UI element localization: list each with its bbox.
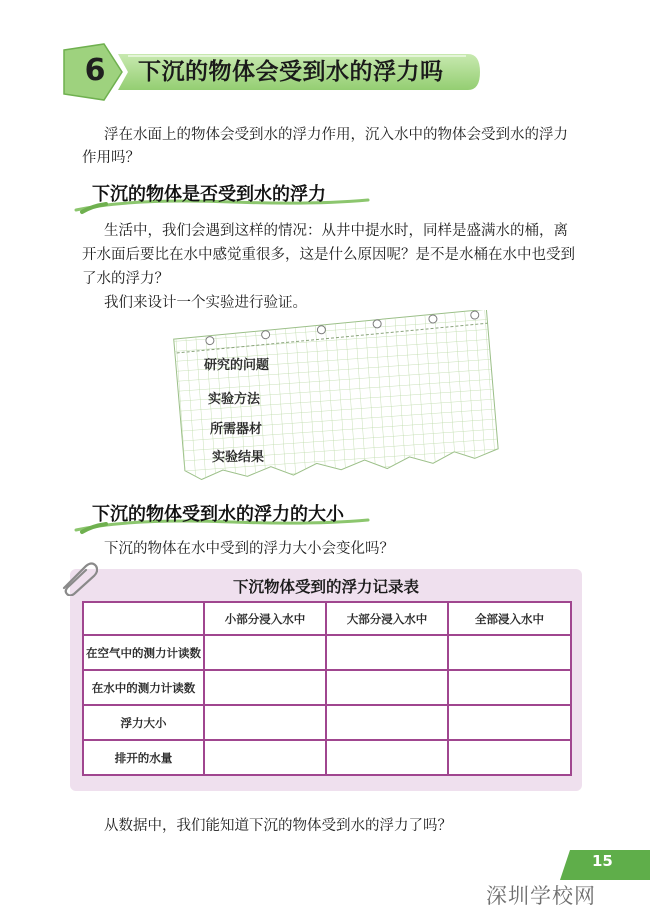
table-cell[interactable] [204, 705, 326, 740]
intro-line-1: 浮在水面上的物体会受到水的浮力作用，沉入水中的物体会受到水的浮力 [104, 127, 568, 143]
table-header-cell: 小部分浸入水中 [204, 602, 326, 635]
page-number: 15 [592, 852, 613, 870]
table-cell[interactable] [326, 670, 448, 705]
table-header-cell [83, 602, 204, 635]
table-header-row [83, 602, 571, 635]
lesson-title: 下沉的物体会受到水的浮力吗 [138, 59, 444, 85]
record-table-title: 下沉物体受到的浮力记录表 [232, 578, 419, 596]
section-heading-1 [72, 176, 372, 216]
section1-para1-line1: 生活中，我们会遇到这样的情况：从井中提水时，同样是盛满水的桶，离 [104, 223, 568, 239]
table-row [83, 705, 571, 740]
section1-para2: 我们来设计一个实验进行验证。 [104, 295, 307, 311]
section-heading-2 [72, 496, 372, 536]
table-cell[interactable] [448, 740, 571, 775]
paperclip-icon [58, 560, 98, 596]
table-cell[interactable] [448, 670, 571, 705]
notebook-item-question: 研究的问题 [204, 358, 270, 373]
table-cell[interactable] [204, 670, 326, 705]
row-label: 在空气中的测力计读数 [83, 635, 204, 670]
notebook-item-result: 实验结果 [212, 450, 265, 465]
record-table-card [70, 569, 582, 791]
intro-line-2: 作用吗？ [82, 150, 140, 166]
section2-question: 下沉的物体在水中受到的浮力大小会变化吗？ [104, 541, 394, 557]
table-row [83, 670, 571, 705]
table-cell[interactable] [326, 705, 448, 740]
notebook-card [170, 310, 500, 480]
table-row [83, 635, 571, 670]
section1-para1-line2: 开水面后要比在水中感觉重很多，这是什么原因呢？是不是水桶在水中也受到 [82, 247, 575, 263]
table-cell[interactable] [448, 705, 571, 740]
lesson-banner [58, 42, 482, 102]
lesson-number: 6 [84, 53, 106, 88]
table-header-cell: 全部浸入水中 [448, 602, 571, 635]
table-cell[interactable] [326, 635, 448, 670]
row-label: 浮力大小 [83, 705, 204, 740]
record-table [82, 601, 572, 776]
table-header-cell: 大部分浸入水中 [326, 602, 448, 635]
table-cell[interactable] [204, 740, 326, 775]
table-cell[interactable] [448, 635, 571, 670]
site-watermark: 深圳学校网 [486, 884, 596, 908]
table-cell[interactable] [204, 635, 326, 670]
closing-question: 从数据中，我们能知道下沉的物体受到水的浮力了吗？ [104, 818, 452, 834]
section-heading-1-text: 下沉的物体是否受到水的浮力 [92, 184, 326, 205]
notebook-item-method: 实验方法 [208, 392, 261, 407]
notebook-item-materials: 所需器材 [210, 422, 263, 437]
section-heading-2-text: 下沉的物体受到水的浮力的大小 [92, 504, 344, 525]
section1-para1-line3: 了水的浮力？ [82, 271, 169, 287]
row-label: 在水中的测力计读数 [83, 670, 204, 705]
table-row [83, 740, 571, 775]
row-label: 排开的水量 [83, 740, 204, 775]
table-cell[interactable] [326, 740, 448, 775]
